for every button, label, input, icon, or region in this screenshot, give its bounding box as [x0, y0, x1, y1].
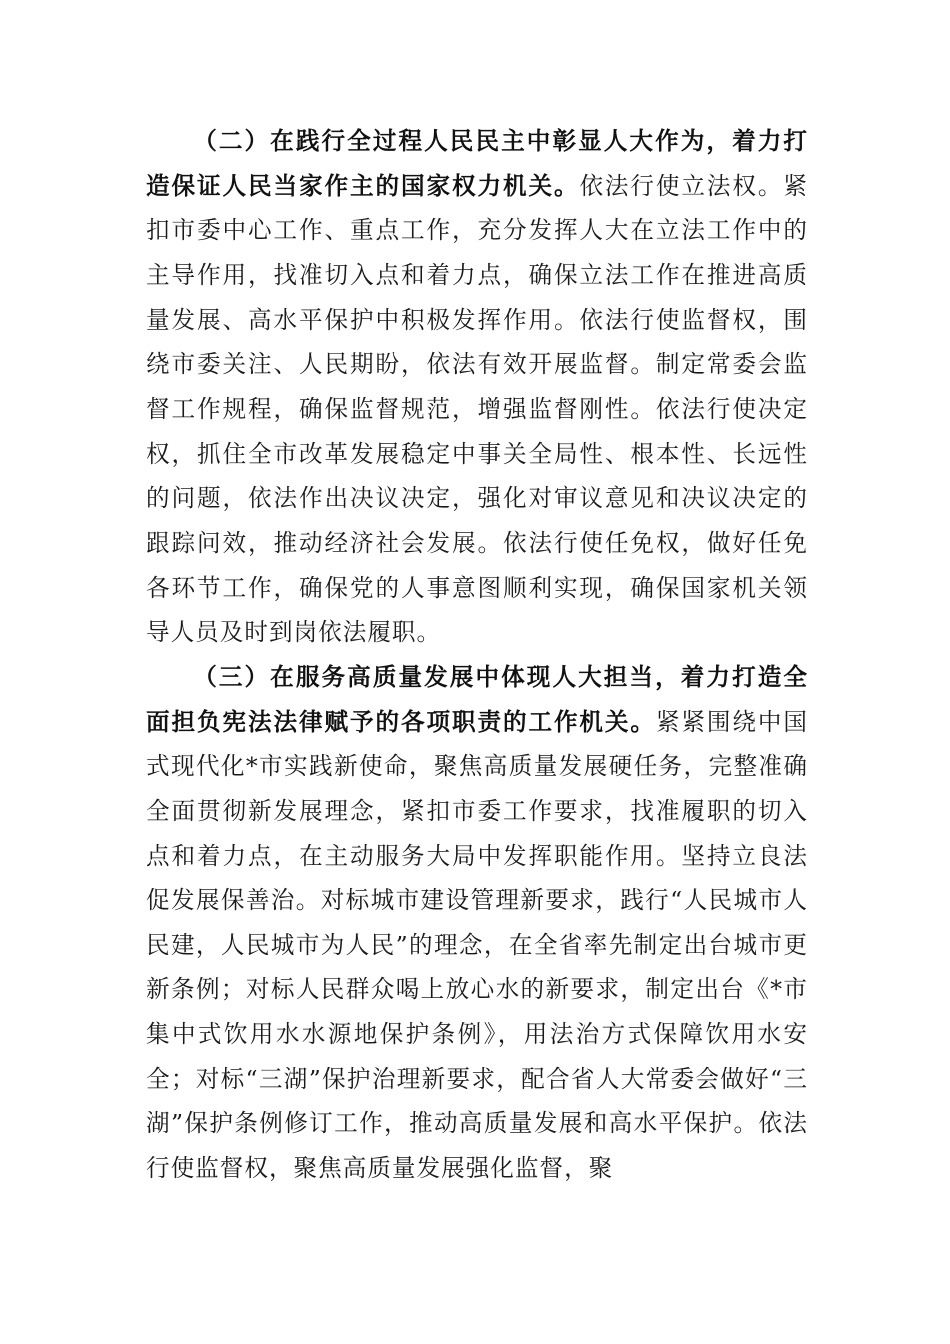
section-3-heading: （三）在服务高质量发展中体现人大担当，着力打造全面担负宪法法律赋予的各项职责的工作机关。 — [146, 662, 808, 736]
document-body — [146, 119, 808, 1191]
section-2-heading: （二）在践行全过程人民民主中彰显人大作为，着力打造保证人民当家作主的国家权力机关。 — [146, 127, 808, 200]
section-3-body: 紧紧围绕中国式现代化*市实践新使命，聚焦高质量发展硬任务，完整准确全面贯彻新发展理念，紧扣市委工作要求，找准履职的切入点和着力点，在主动服务大局中发挥职能作用。坚持立良法促发展保善治。对标城市建设管理新要求，践行“人民城市人民建，人民城市为人民”的理念，在全省率先制定出台城市更新条例；对标人民群众喝上放心水的新要求，制定出台《*市集中式饮用水水源地保护条例》，用法治方式保障饮用水安全；对标“三湖”保护治理新要求，配合省人大常委会做好“三湖”保护条例修订工作，推动高质量发展和高水平保护。依法行使监督权，聚焦高质量发展强化监督，聚 — [146, 707, 809, 1183]
paragraph-section-2 — [146, 119, 808, 655]
section-2-body: 依法行使立法权。紧扣市委中心工作、重点工作，充分发挥人大在立法工作中的主导作用，找准切入点和着力点，确保立法工作在推进高质量发展、高水平保护中积极发挥作用。依法行使监督权，围绕市委关注、人民期盼，依法有效开展监督。制定常委会监督工作规程，确保监督规范，增强监督刚性。依法行使决定权，抓住全市改革发展稳定中事关全局性、根本性、长远性的问题，依法作出决议决定，强化对审议意见和决议决定的跟踪问效，推动经济社会发展。依法行使任免权，做好任免各环节工作，确保党的人事意图顺利实现，确保国家机关领导人员及时到岗依法履职。 — [146, 171, 809, 647]
paragraph-section-3 — [146, 655, 808, 1191]
